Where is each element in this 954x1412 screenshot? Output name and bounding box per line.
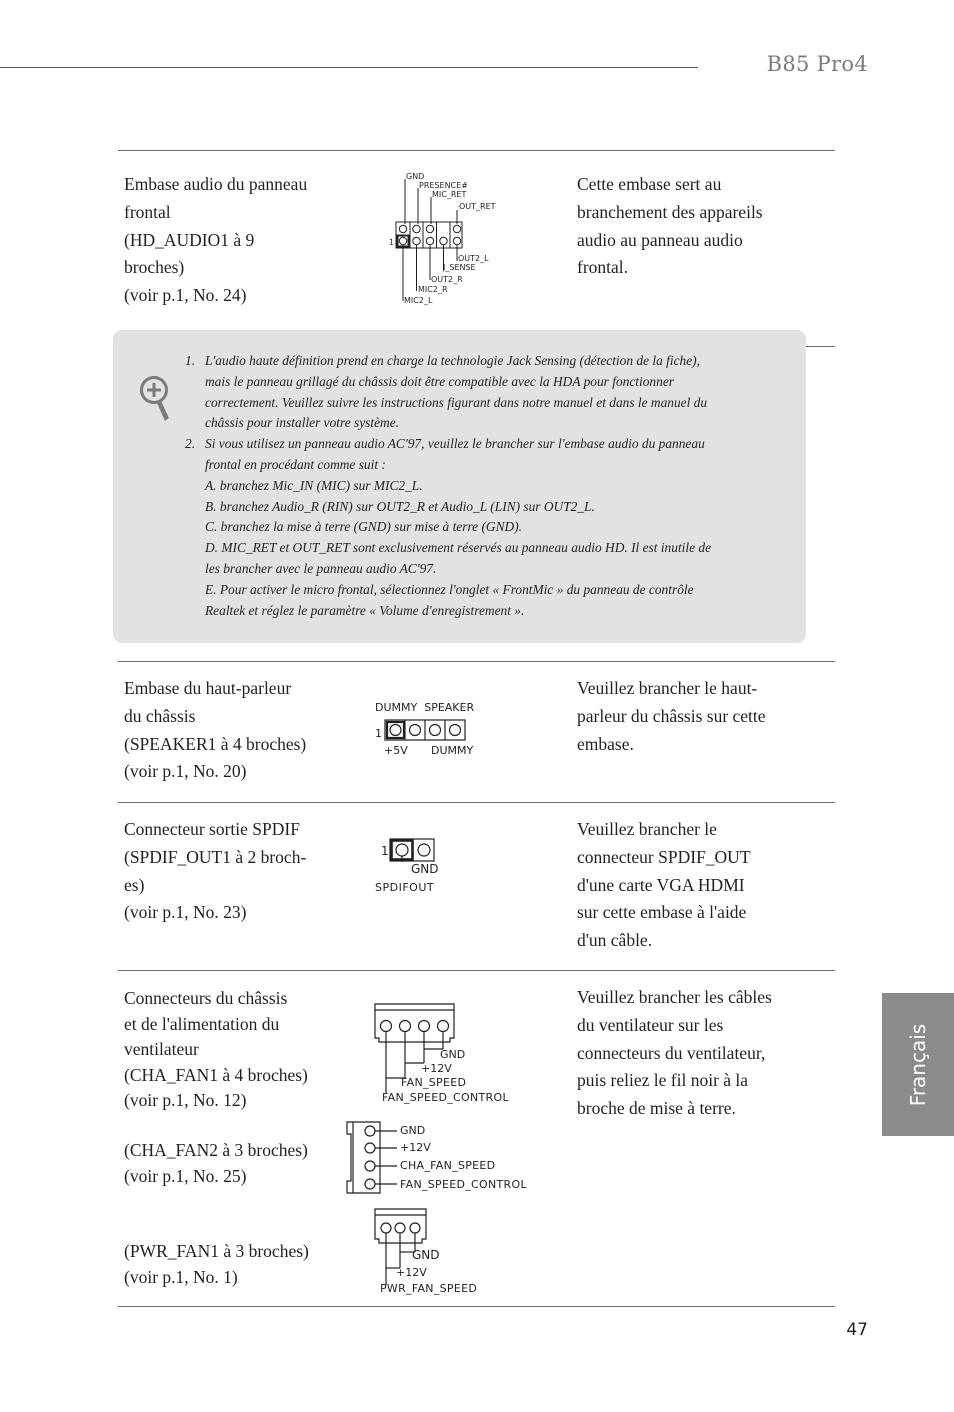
- text-line: Veuillez brancher le haut-: [577, 678, 758, 698]
- note-line: 1. L'audio haute définition prend en charge la technologie Jack Sensing (détection de la fiche),: [185, 353, 700, 368]
- text-line: Cette embase sert au: [577, 174, 722, 194]
- fan-description-cha2: [124, 1138, 308, 1189]
- pin-label: GND: [440, 1048, 466, 1061]
- pin-one-label: 1: [375, 727, 382, 740]
- pin-label: PRESENCE#: [419, 181, 468, 190]
- pin-label: CHA_FAN_SPEED: [400, 1159, 496, 1172]
- text-line: audio au panneau audio: [577, 229, 743, 250]
- pwr-fan1-diagram: [370, 1205, 500, 1300]
- section-divider: [118, 1306, 835, 1307]
- pin-label: MIC2_L: [404, 296, 433, 305]
- pin-label: J_SENSE: [443, 263, 476, 272]
- language-tab-label: Français: [906, 1023, 930, 1106]
- text-line: Connecteur sortie SPDIF: [124, 819, 300, 839]
- speaker-instructions: [577, 675, 766, 758]
- note-line: Realtek et réglez le paramètre « Volume d'enregistrement ».: [205, 602, 525, 618]
- fan-description-cha1: [124, 986, 308, 1114]
- text-line: d'une carte VGA HDMI: [577, 874, 745, 895]
- model-title: B85 Pro4: [766, 52, 868, 76]
- pin-label: GND: [411, 862, 439, 876]
- note-line: E. Pour activer le micro frontal, sélectionnez l'onglet « FrontMic » du panneau de contrôle: [205, 581, 694, 597]
- pin-label: GND: [400, 1124, 426, 1137]
- text-line: es): [124, 874, 145, 895]
- text-line: (SPEAKER1 à 4 broches): [124, 733, 307, 754]
- text-line: du châssis: [124, 705, 196, 726]
- text-line: (CHA_FAN1 à 4 broches): [124, 1064, 308, 1085]
- cha-fan2-diagram: [342, 1118, 547, 1198]
- pin-label: +5V: [384, 744, 408, 757]
- text-line: (voir p.1, No. 20): [124, 761, 247, 782]
- pin-label: +12V: [421, 1062, 452, 1075]
- hd-audio-description: [124, 171, 307, 310]
- hd-audio-header-diagram: [385, 165, 510, 310]
- cha-fan1-diagram: [370, 1000, 530, 1108]
- text-line: du ventilateur sur les: [577, 1014, 724, 1035]
- note-line: B. branchez Audio_R (RIN) sur OUT2_R et Audio_L (LIN) sur OUT2_L.: [205, 498, 595, 514]
- page-number: 47: [846, 1320, 868, 1340]
- pin-label: FAN_SPEED_CONTROL: [400, 1178, 527, 1191]
- text-line: (HD_AUDIO1 à 9: [124, 229, 255, 250]
- note-line: 2. Si vous utilisez un panneau audio AC'97, veuillez le brancher sur l'embase audio du panneau: [185, 436, 705, 452]
- pin-label: GND: [412, 1248, 440, 1262]
- text-line: (voir p.1, No. 24): [124, 285, 247, 306]
- pin-label: +12V: [396, 1266, 427, 1279]
- hd-audio-instructions: [577, 171, 763, 282]
- pin-label: OUT2_R: [431, 275, 463, 284]
- text-line: broche de mise à terre.: [577, 1098, 736, 1119]
- text-line: (voir p.1, No. 23): [124, 902, 247, 923]
- note-line: les brancher avec le panneau audio AC'97.: [205, 560, 437, 576]
- section-divider: [118, 970, 835, 971]
- pin-label: SPDIFOUT: [375, 881, 435, 894]
- note-line: D. MIC_RET et OUT_RET sont exclusivement réservés au panneau audio HD. Il est inutile de: [205, 540, 712, 556]
- text-line: et de l'alimentation du: [124, 1013, 280, 1034]
- pin-label: MIC_RET: [432, 190, 467, 199]
- text-line: connecteurs du ventilateur,: [577, 1042, 766, 1063]
- pin-one-label: 1: [389, 238, 395, 247]
- text-line: Veuillez brancher le: [577, 819, 717, 839]
- speaker-description: [124, 675, 306, 786]
- text-line: sur cette embase à l'aide: [577, 902, 747, 923]
- note-line: châssis pour installer votre système.: [205, 415, 400, 431]
- text-line: connecteur SPDIF_OUT: [577, 846, 751, 867]
- section-divider: [118, 150, 835, 151]
- text-line: branchement des appareils: [577, 201, 763, 222]
- pin-label: +12V: [400, 1141, 431, 1154]
- text-line: puis reliez le fil noir à la: [577, 1070, 749, 1091]
- header-rule: [0, 67, 698, 68]
- pin-label: DUMMY: [431, 744, 474, 757]
- note-line: frontal en procédant comme suit :: [205, 456, 386, 472]
- spdif-header-diagram: [370, 833, 450, 898]
- language-tab: [882, 993, 954, 1136]
- text-line: ventilateur: [124, 1039, 199, 1060]
- text-line: Veuillez brancher les câbles: [577, 987, 772, 1007]
- text-line: Connecteurs du châssis: [124, 988, 288, 1008]
- text-line: (SPDIF_OUT1 à 2 broch-: [124, 846, 307, 867]
- note-line: correctement. Veuillez suivre les instructions figurant dans notre manuel et dans le manuel du: [205, 394, 708, 410]
- pin-label: OUT_RET: [459, 202, 496, 211]
- fan-description-pwr: [124, 1239, 309, 1290]
- pin-label: DUMMY SPEAKER: [375, 701, 475, 714]
- text-line: Embase du haut-parleur: [124, 678, 292, 698]
- pin-label: GND: [406, 172, 425, 181]
- text-line: (voir p.1, No. 1): [124, 1266, 238, 1287]
- fan-instructions: [577, 984, 772, 1123]
- text-line: (PWR_FAN1 à 3 broches): [124, 1241, 309, 1261]
- text-line: d'un câble.: [577, 930, 653, 951]
- note-line: A. branchez Mic_IN (MIC) sur MIC2_L.: [205, 477, 423, 493]
- text-line: (voir p.1, No. 25): [124, 1165, 247, 1186]
- text-line: Embase audio du panneau: [124, 174, 308, 194]
- spdif-description: [124, 816, 306, 927]
- text-line: (voir p.1, No. 12): [124, 1090, 247, 1111]
- text-line: embase.: [577, 733, 634, 754]
- text-line: parleur du châssis sur cette: [577, 705, 766, 726]
- text-line: frontal: [124, 201, 171, 222]
- text-line: frontal.: [577, 257, 629, 278]
- section-divider: [118, 802, 835, 803]
- section-divider: [118, 661, 835, 662]
- pin-label: MIC2_R: [418, 285, 448, 294]
- note-line: mais le panneau grillagé du châssis doit être compatible avec la HDA pour fonctionner: [205, 373, 674, 389]
- note-list: [185, 351, 711, 621]
- speaker-header-diagram: [370, 697, 490, 762]
- pin-label: FAN_SPEED_CONTROL: [382, 1091, 509, 1104]
- pin-label: OUT2_L: [458, 254, 489, 263]
- note-line: C. branchez la mise à terre (GND) sur mise à terre (GND).: [205, 519, 523, 535]
- text-line: (CHA_FAN2 à 3 broches): [124, 1140, 308, 1160]
- pin-label: FAN_SPEED: [401, 1076, 467, 1089]
- magnifier-plus-icon: [138, 374, 174, 424]
- text-line: broches): [124, 257, 185, 278]
- pin-label: PWR_FAN_SPEED: [380, 1282, 478, 1295]
- pin-one-label: 1: [381, 844, 389, 858]
- spdif-instructions: [577, 816, 751, 955]
